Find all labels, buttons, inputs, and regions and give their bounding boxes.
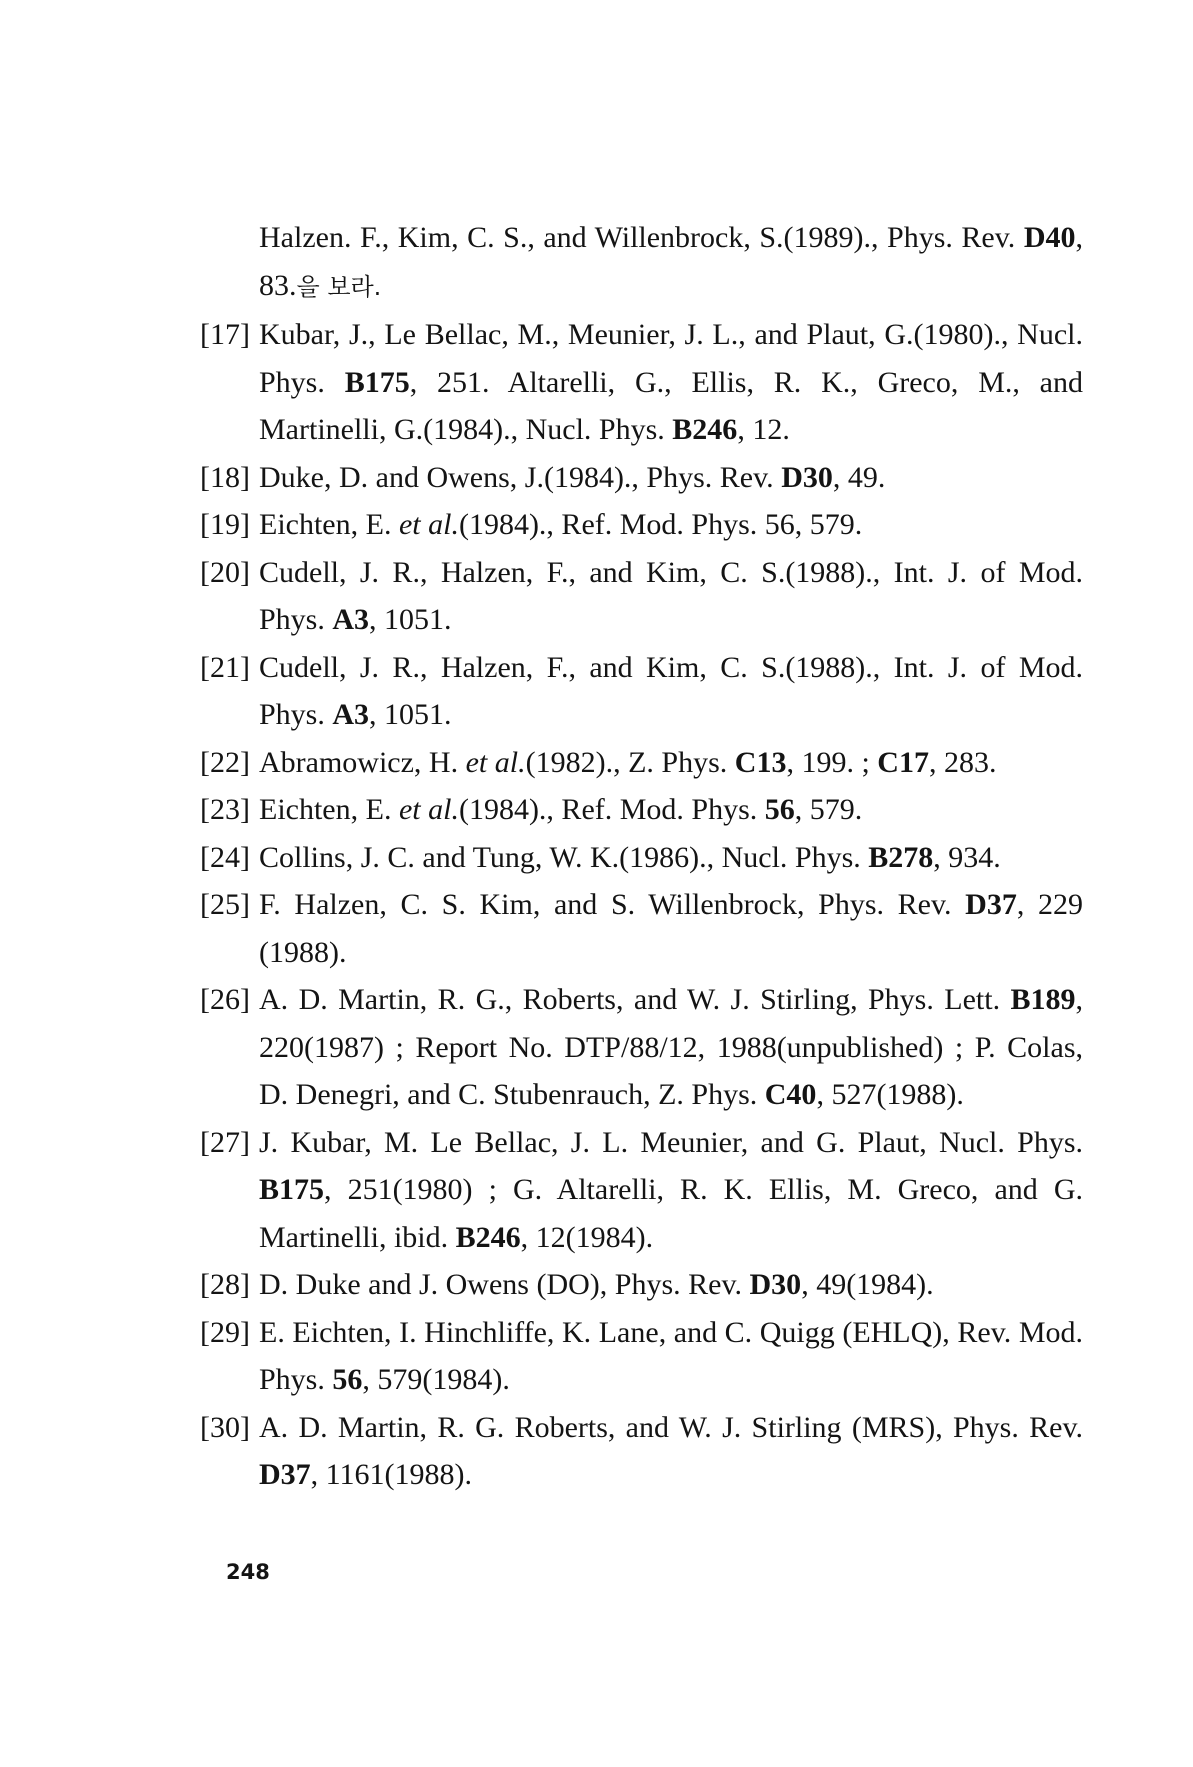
citation-text: (1984)., Ref. Mod. Phys. 56, 579. bbox=[458, 508, 863, 541]
page-number: 248 bbox=[226, 1560, 270, 1584]
volume-number: B189 bbox=[1010, 983, 1076, 1016]
reference-entry bbox=[200, 1404, 1083, 1499]
reference-text bbox=[259, 1309, 1083, 1404]
volume-number: C40 bbox=[764, 1078, 817, 1111]
volume-number: A3 bbox=[332, 603, 370, 636]
volume-number: C13 bbox=[734, 745, 787, 779]
citation-text: , 251. Altarelli, G., Ellis, R. K., Greco, M., and Martinelli, G.(1984)., Nucl. Phys. bbox=[259, 365, 1083, 446]
volume-number: B175 bbox=[344, 365, 410, 399]
volume-number: D30 bbox=[781, 460, 833, 494]
reference-text bbox=[259, 786, 1083, 834]
reference-text bbox=[259, 214, 1083, 311]
citation-text: , 283. bbox=[928, 745, 997, 779]
reference-number: [17] bbox=[200, 318, 250, 351]
reference-text bbox=[259, 1261, 1083, 1309]
volume-number: C17 bbox=[877, 745, 929, 779]
volume-number: D37 bbox=[259, 1458, 311, 1491]
reference-text bbox=[259, 644, 1083, 739]
reference-text bbox=[259, 501, 1083, 549]
citation-text: (1982)., Z. Phys. bbox=[525, 745, 735, 779]
reference-number: [28] bbox=[200, 1268, 250, 1301]
reference-text bbox=[259, 454, 1083, 502]
korean-note: 을 보라. bbox=[296, 272, 382, 301]
reference-number: [18] bbox=[200, 460, 250, 494]
volume-number: D40 bbox=[1023, 221, 1076, 254]
et-al-text: et al. bbox=[465, 745, 526, 779]
citation-text: Eichten, E. bbox=[259, 793, 399, 826]
citation-text: , 251(1980) ; G. Altarelli, R. K. Ellis, M. Greco, and G. Martinelli, ibid. bbox=[259, 1173, 1083, 1254]
reference-text bbox=[259, 739, 1083, 787]
citation-text: , 199. ; bbox=[786, 745, 878, 779]
citation-text: , 12(1984). bbox=[520, 1220, 654, 1254]
reference-number: [27] bbox=[200, 1125, 250, 1159]
citation-text: Abramowicz, H. bbox=[259, 745, 466, 779]
reference-entry bbox=[200, 739, 1083, 787]
citation-text: , 83. bbox=[259, 221, 1083, 302]
reference-list bbox=[200, 214, 1083, 1499]
citation-text: , 1161(1988). bbox=[310, 1458, 473, 1491]
reference-number: [20] bbox=[200, 555, 250, 589]
citation-text: , 49. bbox=[832, 460, 886, 494]
citation-text: F. Halzen, C. S. Kim, and S. Willenbrock, Phys. Rev. bbox=[259, 888, 966, 921]
volume-number: A3 bbox=[332, 698, 370, 731]
reference-number: [29] bbox=[200, 1315, 250, 1349]
citation-text: , 579. bbox=[794, 793, 863, 826]
reference-entry bbox=[200, 1119, 1083, 1262]
citation-text: , 934. bbox=[933, 840, 1001, 874]
reference-entry bbox=[200, 881, 1083, 976]
et-al-text: et al. bbox=[398, 793, 459, 826]
reference-number: [22] bbox=[200, 745, 250, 779]
reference-text bbox=[259, 881, 1083, 976]
volume-number: 56 bbox=[764, 793, 795, 826]
volume-number: 56 bbox=[332, 1363, 363, 1396]
citation-text: , 1051. bbox=[369, 698, 452, 731]
volume-number: B246 bbox=[455, 1220, 521, 1254]
volume-number: B175 bbox=[259, 1173, 325, 1206]
citation-text: , 1051. bbox=[369, 603, 452, 636]
reference-number: [21] bbox=[200, 650, 250, 684]
reference-entry bbox=[200, 786, 1083, 834]
reference-number: [30] bbox=[200, 1410, 250, 1444]
citation-text: (1984)., Ref. Mod. Phys. bbox=[458, 793, 765, 826]
citation-text: J. Kubar, M. Le Bellac, J. L. Meunier, and G. Plaut, Nucl. Phys. bbox=[259, 1125, 1083, 1159]
reference-entry bbox=[200, 834, 1083, 882]
citation-text: , 49(1984). bbox=[801, 1268, 934, 1301]
citation-text: , 220(1987) ; Report No. DTP/88/12, 1988(unpublished) ; P. Colas, D. Denegri, and C. Stubenrauch, Z. Phys. bbox=[259, 983, 1083, 1111]
et-al-text: et al. bbox=[398, 508, 459, 541]
reference-entry bbox=[200, 644, 1083, 739]
citation-text: Duke, D. and Owens, J.(1984)., Phys. Rev. bbox=[259, 460, 782, 494]
reference-entry bbox=[200, 1261, 1083, 1309]
citation-text: E. Eichten, I. Hinchliffe, K. Lane, and C. Quigg (EHLQ), Rev. Mod. Phys. bbox=[259, 1315, 1083, 1396]
volume-number: D30 bbox=[749, 1268, 802, 1301]
citation-text: D. Duke and J. Owens (DO), Phys. Rev. bbox=[259, 1268, 750, 1301]
reference-entry bbox=[200, 1309, 1083, 1404]
citation-text: Cudell, J. R., Halzen, F., and Kim, C. S.(1988)., Int. J. of Mod. Phys. bbox=[259, 555, 1083, 636]
volume-number: B278 bbox=[868, 840, 934, 874]
citation-text: Halzen. F., Kim, C. S., and Willenbrock, S.(1989)., Phys. Rev. bbox=[259, 221, 1024, 254]
reference-entry bbox=[200, 454, 1083, 502]
citation-text: Cudell, J. R., Halzen, F., and Kim, C. S.(1988)., Int. J. of Mod. Phys. bbox=[259, 650, 1083, 731]
reference-entry bbox=[200, 311, 1083, 454]
reference-number: [25] bbox=[200, 888, 250, 921]
reference-text bbox=[259, 1404, 1083, 1499]
citation-text: , 12. bbox=[737, 413, 790, 446]
citation-text: A. D. Martin, R. G., Roberts, and W. J. Stirling, Phys. Lett. bbox=[259, 983, 1011, 1016]
reference-text bbox=[259, 549, 1083, 644]
citation-text: Collins, J. C. and Tung, W. K.(1986)., Nucl. Phys. bbox=[259, 840, 869, 874]
reference-number: [24] bbox=[200, 840, 250, 874]
citation-text: , 579(1984). bbox=[362, 1363, 510, 1396]
reference-number: [19] bbox=[200, 508, 250, 541]
reference-number: [23] bbox=[200, 793, 250, 826]
citation-text: , 229 (1988). bbox=[259, 888, 1083, 969]
reference-text bbox=[259, 976, 1083, 1119]
citation-text: A. D. Martin, R. G. Roberts, and W. J. Stirling (MRS), Phys. Rev. bbox=[259, 1410, 1083, 1444]
reference-entry bbox=[200, 549, 1083, 644]
reference-number: [26] bbox=[200, 983, 250, 1016]
reference-entry bbox=[200, 501, 1083, 549]
citation-text: Eichten, E. bbox=[259, 508, 399, 541]
reference-entry bbox=[253, 214, 1083, 311]
volume-number: B246 bbox=[672, 413, 738, 446]
citation-text: Kubar, J., Le Bellac, M., Meunier, J. L., and Plaut, G.(1980)., Nucl. Phys. bbox=[259, 318, 1083, 399]
reference-text bbox=[259, 834, 1083, 882]
volume-number: D37 bbox=[965, 888, 1017, 921]
citation-text: , 527(1988). bbox=[816, 1078, 964, 1111]
reference-text bbox=[259, 311, 1083, 454]
reference-text bbox=[259, 1119, 1083, 1262]
reference-entry bbox=[200, 976, 1083, 1119]
